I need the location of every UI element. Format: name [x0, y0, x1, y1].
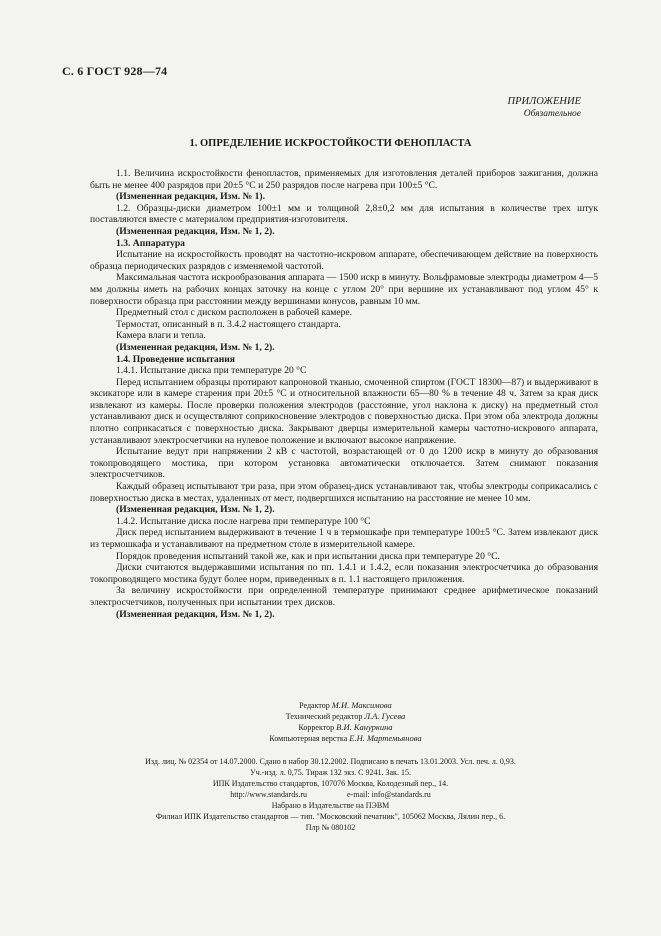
appendix-label-block	[508, 95, 582, 121]
publishing-line: ИПК Издательство стандартов, 107076 Москва, Колодезный пер., 14.	[212, 779, 449, 788]
section-title: 1. ОПРЕДЕЛЕНИЕ ИСКРОСТОЙКОСТИ ФЕНОПЛАСТА	[189, 138, 472, 149]
bold-paragraph: (Измененная редакция, Изм. № 1, 2).	[116, 608, 275, 620]
credit-name: Л.А. Гусева	[364, 711, 406, 721]
bold-paragraph: (Измененная редакция, Изм. № 1, 2).	[116, 341, 275, 353]
paragraph: 1.1. Величина искростойкости фенопластов, применяемых для изготовления деталей приборов зажигания, должна быть не менее 400 разрядов при 20±5 °C и 250 разрядов после нагрева при 100±5 °C.	[90, 168, 598, 191]
bold-paragraph: 1.3. Аппаратура	[116, 237, 185, 249]
paragraph: Диски считаются выдержавшими испытания по пп. 1.4.1 и 1.4.2, если показания электросчетчика до образования токопроводящего мостика будут более норм, приведенных в п. 1.1 настоящего приложения.	[90, 562, 598, 585]
publishing-info	[0, 756, 661, 833]
publishing-line: Уч.-изд. л. 0,75. Тираж 132 экз. С 9241. Зак. 15.	[250, 768, 411, 777]
appendix-sublabel: Обязательное	[523, 109, 581, 119]
credit-name: В.И. Кануркина	[336, 722, 393, 732]
credit-row	[0, 733, 661, 744]
appendix-label: ПРИЛОЖЕНИЕ	[507, 96, 581, 107]
document-body	[90, 168, 598, 620]
paragraph: 1.4.2. Испытание диска после нагрева при температуре 100 °C	[116, 515, 371, 527]
publishing-line: Филиал ИПК Издательство стандартов — тип. "Московский печатник", 105062 Москва, Лялин пер., 6.	[155, 812, 506, 821]
paragraph: Диск перед испытанием выдерживают в течение 1 ч в термошкафе при температуре 100±5 °C. Затем извлекают диск из термошкафа и устанавливают на предметном столе в измерительной камере.	[90, 527, 598, 550]
credit-row	[0, 700, 661, 711]
paragraph: Максимальная частота искрообразования аппарата — 1500 искр в минуту. Вольфрамовые электроды диаметром 4—5 мм должны иметь на рабочих концах заточку на конце с углом 20° при вершине их устанавливают под углом 45° к поверхности образца при расстоянии между вершинами конусов, равным 10 мм.	[90, 272, 598, 307]
paragraph: Испытание на искростойкость проводят на частотно-искровом аппарате, обеспечивающем действие на поверхность образца периодических разрядов с изменяемой частотой.	[90, 249, 598, 272]
bold-paragraph: (Измененная редакция, Изм. № 1, 2).	[116, 504, 275, 516]
credit-role: Корректор	[298, 723, 335, 732]
paragraph: Порядок проведения испытаний такой же, как и при испытании диска при температуре 20 °C.	[116, 550, 500, 562]
publishing-line	[0, 789, 661, 800]
paragraph: 1.4.1. Испытание диска при температуре 20 °C	[116, 365, 307, 377]
credit-row	[0, 722, 661, 733]
paragraph: Каждый образец испытывают три раза, при этом образец-диск устанавливают так, чтобы электроды соприкасались с поверхностью диска в местах, удаленных от мест, подвергшихся испытанию на расстояние не менее 10 мм.	[90, 481, 598, 504]
publishing-line: Плр № 080102	[305, 823, 356, 832]
paragraph: Испытание ведут при напряжении 2 кВ с частотой, возрастающей от 0 до 1200 искр в минуту до образования токопроводящего мостика, при котором установка автоматически отключается. Затем снимают показания электросчетчиков.	[90, 446, 598, 481]
publishing-line: Изд. лиц. № 02354 от 14.07.2000. Сдано в набор 30.12.2002. Подписано в печать 13.01.2003. Усл. печ. л. 0,93.	[145, 757, 516, 766]
bold-paragraph: (Измененная редакция, Изм. № 1).	[116, 191, 266, 203]
publishing-line: Набрано в Издательстве на ПЭВМ	[271, 801, 390, 810]
paragraph: 1.2. Образцы-диски диаметром 100±1 мм и толщиной 2,8±0,2 мм для испытания в количестве трех штук поставляются вместе с материалом предприятия-изготовителя.	[90, 202, 598, 226]
credit-row	[0, 711, 661, 722]
credit-role: Компьютерная верстка	[269, 734, 348, 743]
credit-role: Технический редактор	[285, 712, 363, 721]
website-link[interactable]: http://www.standards.ru	[230, 790, 307, 799]
paragraph: Термостат, описанный в п. 3.4.2 настоящего стандарта.	[116, 318, 341, 330]
paragraph: Перед испытанием образцы протирают капроновой тканью, смоченной спиртом (ГОСТ 18300—87) и выдерживают в эксикаторе или в камере старения при 20±5 °C и относительной влажности 65—80 % в течение 48 ч. Затем за края диск извлекают из камеры. После проверки положения электродов (расстояние, угол наклона к диску) на предметный стол устанавливают диск и осуществляют соприкосновение электродов с поверхностью диска. При этом оба электрода должны плотно соприкасаться с поверхностью диска. Закрывают дверцы измерительной камеры частотно-искрового аппарата, устанавливают электросчетчики на нулевое положение и включают высокое напряжение.	[90, 376, 598, 446]
paragraph: Камера влаги и тепла.	[116, 330, 206, 342]
credit-role: Редактор	[299, 701, 330, 710]
credit-name: Е.Н. Мартемьянова	[349, 733, 422, 743]
page-header: С. 6 ГОСТ 928—74	[62, 64, 168, 78]
bold-paragraph: (Измененная редакция, Изм. № 1, 2).	[116, 225, 275, 237]
paragraph: Предметный стол с диском расположен в рабочей камере.	[116, 307, 353, 319]
bold-paragraph: 1.4. Проведение испытания	[116, 353, 235, 365]
credits-block	[0, 700, 661, 744]
paragraph: За величину искростойкости при определенной температуре принимают среднее арифметическое показаний электросчетчиков, полученных при испытании трех дисков.	[90, 585, 598, 608]
credit-name: М.И. Максимова	[331, 700, 392, 710]
email-link[interactable]: e-mail: info@standards.ru	[347, 790, 431, 799]
